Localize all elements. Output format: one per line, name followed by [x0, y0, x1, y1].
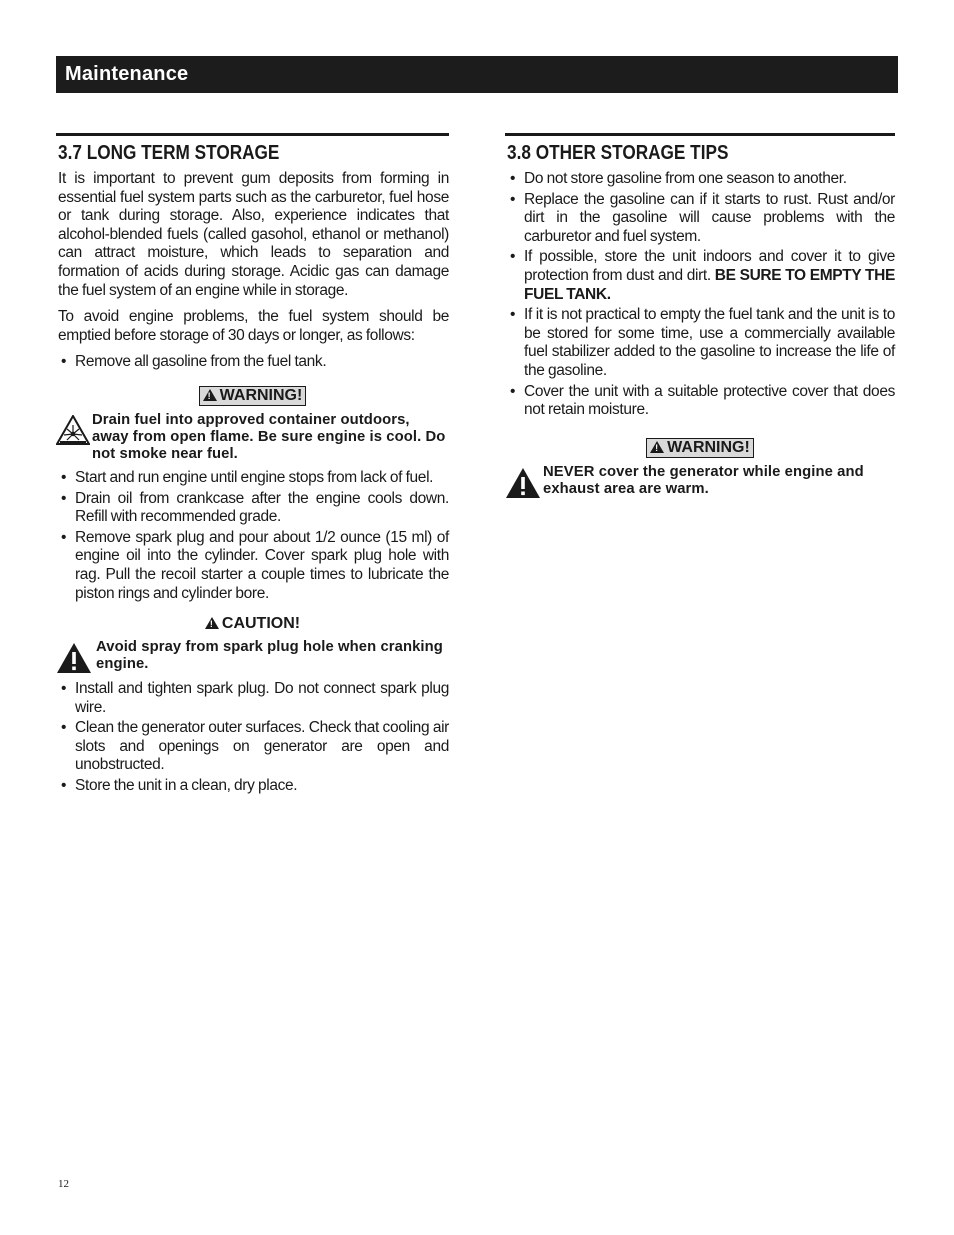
exclamation-warning-icon [56, 642, 96, 674]
alert-triangle-icon [650, 441, 664, 453]
caution-text: Avoid spray from spark plug hole when cranking engine. [96, 639, 443, 673]
section-rule [505, 133, 895, 136]
empty-tank-emphasis: BE SURE TO EMPTY THE FUEL TANK. [524, 266, 895, 303]
cover-warning-block [505, 464, 895, 499]
bullet-list-3 [56, 680, 449, 796]
fuel-warning-text: Drain fuel into approved container outdoors, away from open flame. Be sure engine is cool. Do not smoke near fuel. [92, 411, 446, 462]
list-item: • Drain oil from crankcase after the engine cools down. Refill with recommended grade. [56, 490, 449, 527]
intro-paragraph: It is important to prevent gum deposits from forming in essential fuel system parts such as the carburetor, fuel hose or tank during storage. Also, experience indicates that alcohol-blended fuels (called gasohol, ethanol or methanol) can attract moisture, which leads to separation and formation of acids during storage. Acidic gas can damage the fuel system of an engine while in storage. [58, 170, 449, 299]
caution-label [205, 615, 300, 633]
warning-label [199, 386, 307, 406]
list-item: • Cover the unit with a suitable protective cover that does not retain moisture. [505, 383, 895, 420]
warning-label-text: WARNING! [219, 386, 303, 404]
storage-paragraph: To avoid engine problems, the fuel system should be emptied before storage of 30 days or longer, as follows: [58, 308, 449, 344]
alert-triangle-icon [205, 617, 219, 629]
list-item [505, 248, 895, 304]
section-rule [56, 133, 449, 136]
exclamation-warning-icon [505, 467, 543, 499]
caution-block [56, 639, 449, 674]
caution-label-wrap [56, 615, 449, 633]
list-item: • Store the unit in a clean, dry place. [56, 777, 449, 796]
list-item: • Remove all gasoline from the fuel tank. [56, 353, 449, 372]
alert-triangle-icon [203, 389, 217, 401]
storage-tips-list [505, 170, 895, 420]
long-term-storage-column [56, 133, 449, 798]
section-heading-3-7: 3.7 LONG TERM STORAGE [58, 142, 280, 164]
list-item: • Do not store gasoline from one season to another. [505, 170, 895, 189]
list-item: • If it is not practical to empty the fuel tank and the unit is to be stored for some time, use a commercially available fuel stabilizer added to the gasoline to increase the life of the gasoline. [505, 306, 895, 380]
warning-label-text: WARNING! [667, 438, 750, 456]
section-header-bar [56, 56, 898, 93]
list-item: • Clean the generator outer surfaces. Check that cooling air slots and openings on generator are open and unobstructed. [56, 719, 449, 775]
page-number: 12 [58, 1178, 69, 1190]
section-heading-3-8: 3.8 OTHER STORAGE TIPS [507, 142, 729, 164]
list-item: • Start and run engine until engine stops from lack of fuel. [56, 469, 449, 488]
caution-label-text: CAUTION! [221, 615, 301, 633]
bullet-list-1 [56, 353, 449, 372]
list-item: • Remove spark plug and pour about 1/2 ounce (15 ml) of engine oil into the cylinder. Cover spark plug hole with rag. Pull the recoil starter a couple times to lubricate the piston rings and cylinder bore. [56, 529, 449, 603]
page-section-title: Maintenance [65, 63, 189, 85]
fuel-warning-block [56, 412, 449, 463]
explosion-warning-icon [56, 415, 92, 447]
cover-warning-text: NEVER cover the generator while engine and exhaust area are warm. [543, 463, 864, 497]
list-item-text: If possible, store the unit indoors and cover it to give protection from dust and dirt. [524, 248, 895, 284]
list-item: • Replace the gasoline can if it starts to rust. Rust and/or dirt in the gasoline will cause problems with the carburetor and fuel system. [505, 191, 895, 247]
warning-label-wrap [56, 386, 449, 406]
warning-label-wrap [505, 438, 895, 458]
warning-label [646, 438, 754, 458]
other-storage-tips-column [505, 133, 895, 505]
list-item: • Install and tighten spark plug. Do not connect spark plug wire. [56, 680, 449, 717]
bullet-list-2 [56, 469, 449, 603]
